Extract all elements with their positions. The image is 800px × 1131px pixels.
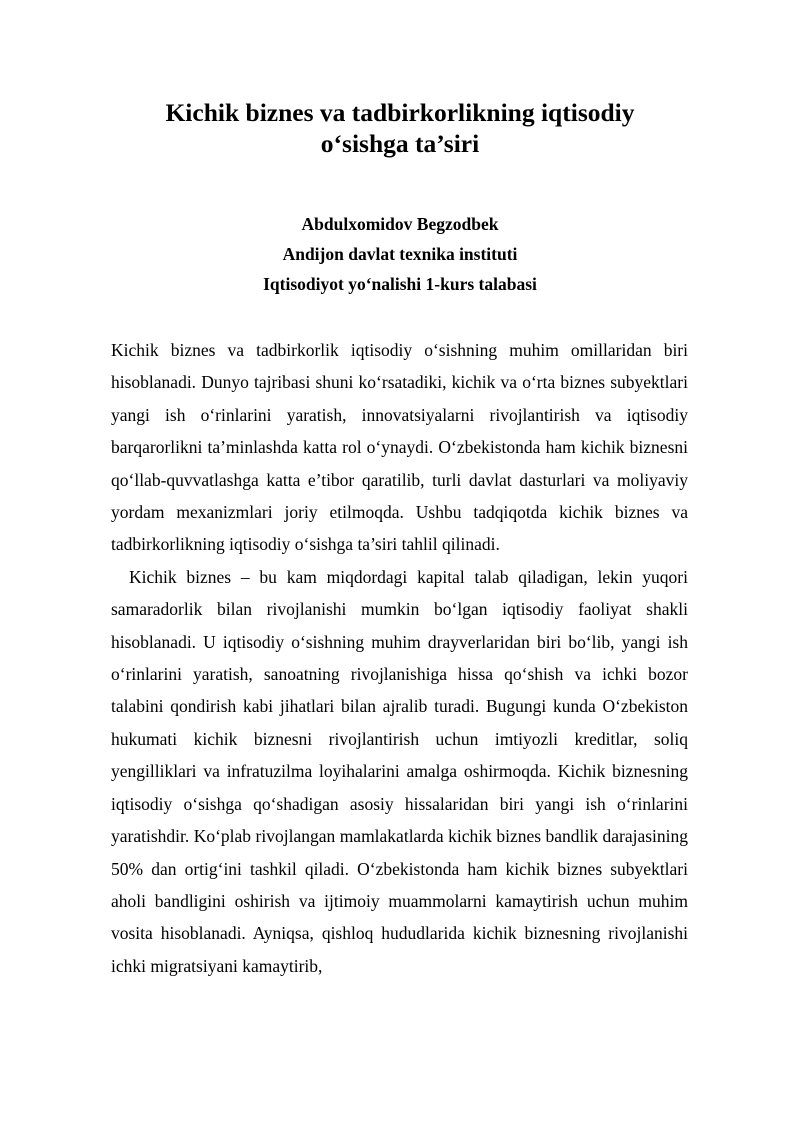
paragraph-1: Kichik biznes va tadbirkorlik iqtisodiy o‘sishning muhim omillaridan biri hisoblanadi. Dunyo tajribasi shuni ko‘rsatadiki, kichik va o‘rta biznes subyektlari yangi ish o‘rinlarini yaratish, innovatsiyalarni rivojlantirish va iqtisodiy barqarorlikni ta’minlashda katta rol o‘ynaydi. O‘zbekistonda ham kichik biznesni qo‘llab-quvvatlashga katta e’tibor qaratilib, turli davlat dasturlari va moliyaviy yordam mexanizmlari joriy etilmoqda. Ushbu tadqiqotda kichik biznes va tadbirkorlikning iqtisodiy o‘sishga ta’siri tahlil qilinadi. [111, 340, 688, 555]
author-position: Iqtisodiyot yo‘nalishi 1-kurs talabasi [263, 274, 537, 294]
title-line-1: Kichik biznes va tadbirkorlikning iqtisodiy [165, 98, 635, 127]
title-line-2: o‘sishga ta’siri [320, 129, 480, 158]
document-body [111, 334, 688, 982]
paragraph-2: Kichik biznes – bu kam miqdordagi kapital talab qiladigan, lekin yuqori samaradorlik bilan rivojlanishi mumkin bo‘lgan iqtisodiy faoliyat shakli hisoblanadi. U iqtisodiy o‘sishning muhim drayverlaridan biri bo‘lib, yangi ish o‘rinlarini yaratish, sanoatning rivojlanishiga hissa qo‘shish va ichki bozor talabini qondirish kabi jihatlari bilan ajralib turadi. Bugungi kunda O‘zbekiston hukumati kichik biznesni rivojlantirish uchun imtiyozli kreditlar, soliq yengilliklari va infratuzilma loyihalarini amalga oshirmoqda. Kichik biznesning iqtisodiy o‘sishga qo‘shadigan asosiy hissalaridan biri yangi ish o‘rinlarini yaratishdir. Ko‘plab rivojlangan mamlakatlarda kichik biznes bandlik darajasining 50% dan ortig‘ini tashkil qiladi. O‘zbekistonda ham kichik biznes subyektlari aholi bandligini oshirish va ijtimoiy muammolarni kamaytirish uchun muhim vosita hisoblanadi. Ayniqsa, qishloq hududlarida kichik biznesning rivojlanishi ichki migratsiyani kamaytirib, [111, 566, 688, 976]
document-title [100, 97, 700, 159]
author-block [100, 209, 700, 299]
author-name: Abdulxomidov Begzodbek [301, 214, 499, 234]
author-institution: Andijon davlat texnika instituti [282, 244, 518, 264]
